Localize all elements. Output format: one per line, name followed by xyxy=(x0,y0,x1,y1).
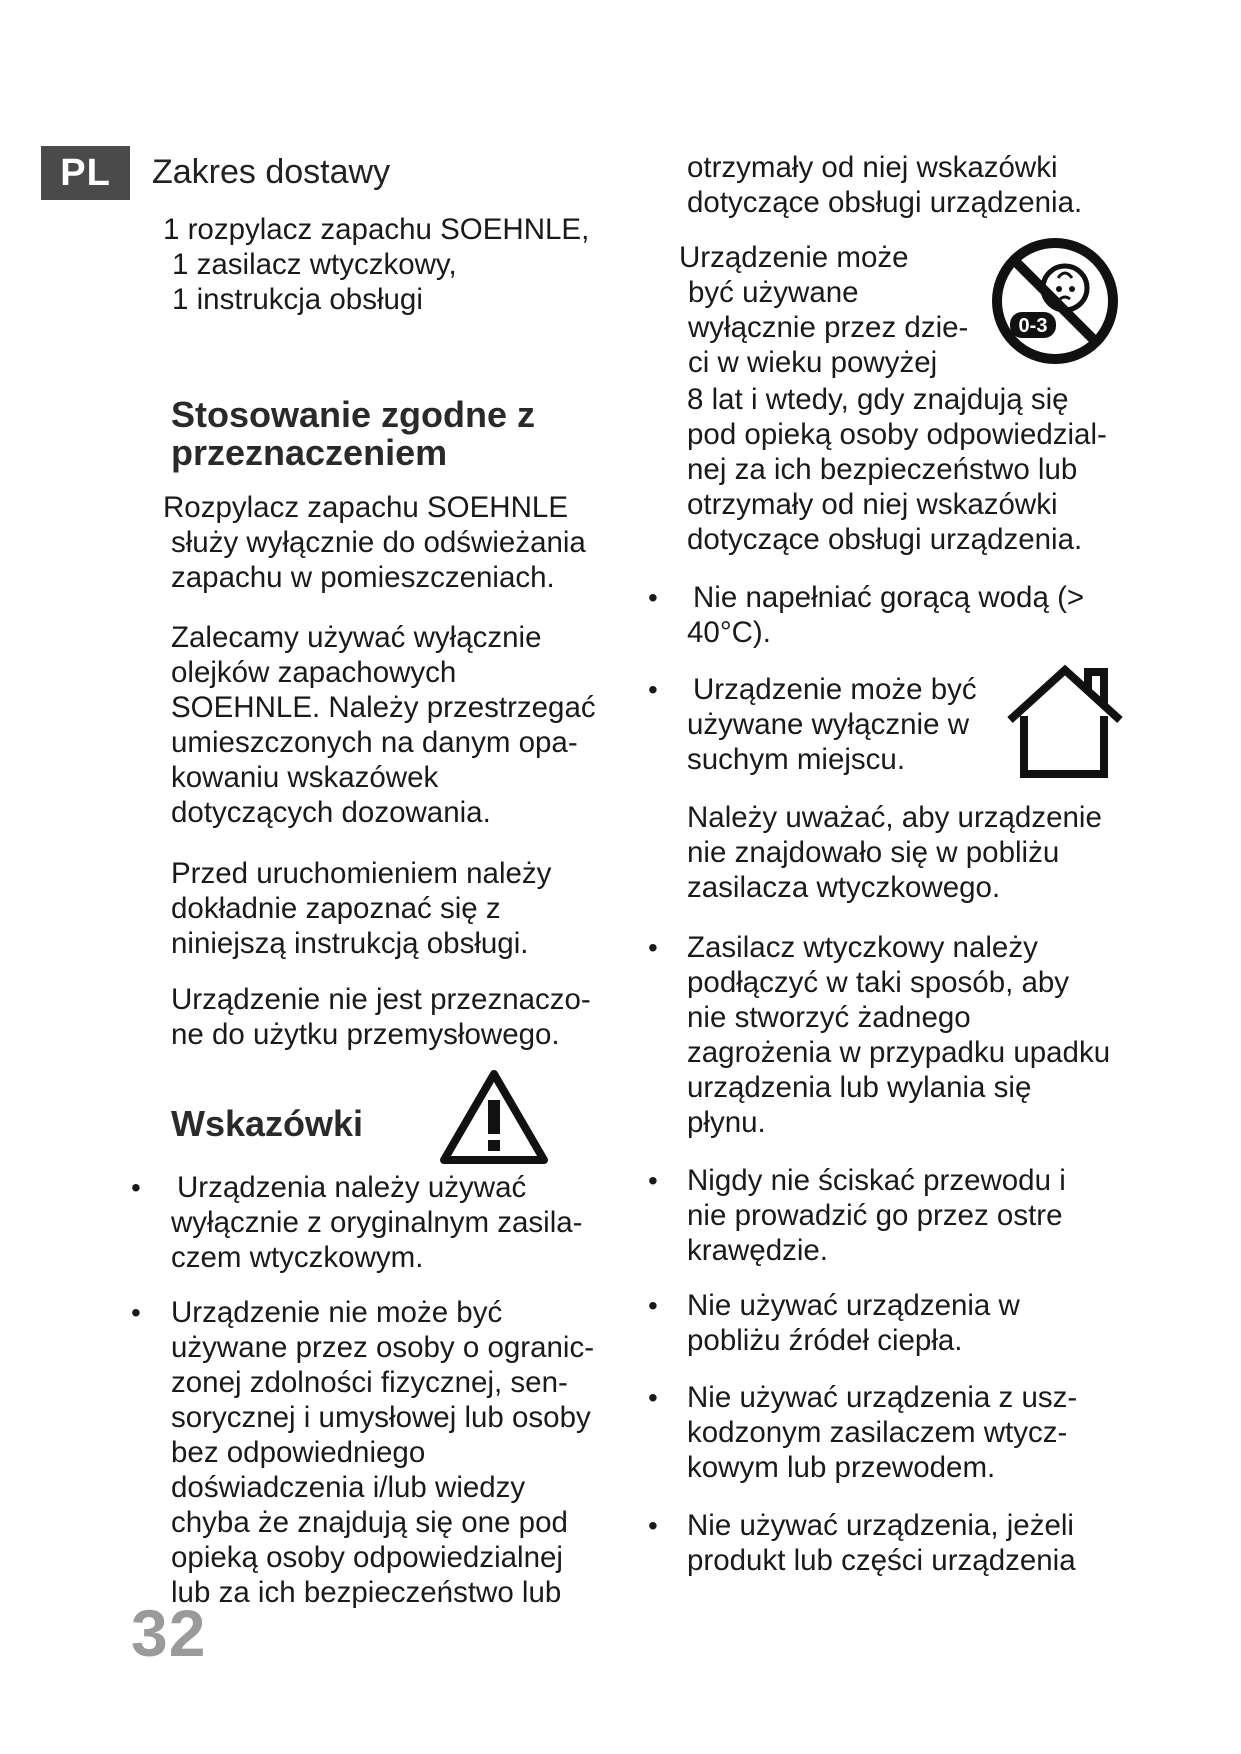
text-line: używane przez osoby o ogranic- xyxy=(171,1331,595,1364)
text-line: otrzymały od niej wskazówki xyxy=(687,488,1058,521)
text-line: Zasilacz wtyczkowy należy xyxy=(687,931,1038,964)
indoor-house-icon xyxy=(1004,664,1126,780)
tip-damaged-parts xyxy=(687,1508,1076,1578)
scope-item: 1 instrukcja obsługi xyxy=(172,283,423,316)
text-line: Przed uruchomieniem należy xyxy=(171,857,552,890)
section-heading-intended-use xyxy=(171,396,535,472)
text-line: krawędzie. xyxy=(687,1234,829,1267)
bullet-dot: • xyxy=(648,582,658,613)
text-line: Urządzenie może xyxy=(679,241,909,274)
text-line: wyłącznie z oryginalnym zasila- xyxy=(171,1206,583,1239)
text-line: zasilacza wtyczkowego. xyxy=(687,871,1001,904)
text-line: wyłącznie przez dzie- xyxy=(688,311,969,344)
tip-original-adapter xyxy=(171,1170,583,1275)
heading-line: Stosowanie zgodne z xyxy=(171,394,536,435)
text-line: chyba że znajdują się one pod xyxy=(171,1506,568,1539)
paragraph-children-supervision xyxy=(687,382,1107,557)
text-line: SOEHNLE. Należy przestrzegać xyxy=(171,691,596,724)
text-line: używane wyłącznie w xyxy=(687,708,970,741)
text-line: Nie napełniać gorącą wodą (> xyxy=(693,581,1085,614)
text-line: czem wtyczkowym. xyxy=(171,1241,424,1274)
tip-plug-connection xyxy=(687,930,1110,1140)
text-line: kowym lub przewodem. xyxy=(687,1451,996,1484)
text-line: sorycznej i umysłowej lub osoby xyxy=(171,1401,591,1434)
text-line: zonej zdolności fizycznej, sen- xyxy=(171,1366,568,1399)
text-line: suchym miejscu. xyxy=(687,743,906,776)
tip-hot-water xyxy=(687,580,1084,650)
text-line: urządzenia lub wylania się xyxy=(687,1071,1032,1104)
text-line: dotyczące obsługi urządzenia. xyxy=(687,186,1083,219)
bullet-dot: • xyxy=(648,1510,658,1541)
paragraph-purpose xyxy=(163,490,586,595)
scope-item: 1 rozpylacz zapachu SOEHNLE, xyxy=(163,213,590,246)
text-line: Urządzenie nie jest przeznaczo- xyxy=(171,983,591,1016)
text-line: produkt lub części urządzenia xyxy=(687,1544,1076,1577)
text-line: Urządzenia należy używać xyxy=(177,1171,527,1204)
text-line: pobliżu źródeł ciepła. xyxy=(687,1324,963,1357)
language-tag: PL xyxy=(41,146,130,200)
text-line: Nie używać urządzenia w xyxy=(687,1289,1020,1322)
tip-dry-place xyxy=(687,672,977,777)
text-line: dotyczących dozowania. xyxy=(171,796,491,829)
warning-triangle-icon xyxy=(438,1068,550,1166)
text-line: otrzymały od niej wskazówki xyxy=(687,151,1058,184)
text-line: 40°C). xyxy=(687,616,771,649)
text-line: opieką osoby odpowiedzialnej xyxy=(171,1541,563,1574)
paragraph-not-industrial xyxy=(171,982,591,1052)
paragraph-distance xyxy=(687,800,1102,905)
text-line: zagrożenia w przypadku upadku xyxy=(687,1036,1111,1069)
scope-list xyxy=(163,212,589,317)
text-line: dotyczące obsługi urządzenia. xyxy=(687,523,1083,556)
bullet-dot: • xyxy=(648,1382,658,1413)
text-line: Należy uważać, aby urządzenie xyxy=(687,801,1102,834)
text-line: nie stworzyć żadnego xyxy=(687,1001,971,1034)
text-line: Nie używać urządzenia z usz- xyxy=(687,1381,1078,1414)
no-children-0-3-icon xyxy=(990,236,1120,366)
text-line: podłączyć w taki sposób, aby xyxy=(687,966,1070,999)
text-line: dokładnie zapoznać się z xyxy=(171,892,501,925)
text-line: Rozpylacz zapachu SOEHNLE xyxy=(163,491,568,524)
text-line: Urządzenie może być xyxy=(693,673,977,706)
text-line: pod opieką osoby odpowiedzial- xyxy=(687,418,1107,451)
paragraph-continued xyxy=(687,150,1082,220)
text-line: niniejszą instrukcją obsługi. xyxy=(171,927,529,960)
section-heading-tips: Wskazówki xyxy=(171,1103,364,1144)
text-line: ne do użytku przemysłowego. xyxy=(171,1018,560,1051)
page-number: 32 xyxy=(131,1596,207,1670)
bullet-dot: • xyxy=(131,1172,141,1203)
age-label: 0-3 xyxy=(1018,315,1048,337)
text-line: płynu. xyxy=(687,1106,766,1139)
paragraph-oils xyxy=(171,620,596,830)
bullet-dot: • xyxy=(648,1290,658,1321)
bullet-dot: • xyxy=(648,932,658,963)
tip-damaged-adapter xyxy=(687,1380,1077,1485)
text-line: kodzonym zasilaczem wtycz- xyxy=(687,1416,1068,1449)
text-line: Urządzenie nie może być xyxy=(171,1296,503,1329)
tip-heat-sources xyxy=(687,1288,1020,1358)
text-line: 8 lat i wtedy, gdy znajdują się xyxy=(687,383,1069,416)
text-line: służy wyłącznie do odświeżania xyxy=(171,526,586,559)
text-line: Nigdy nie ściskać przewodu i xyxy=(687,1164,1066,1197)
heading-line: przeznaczeniem xyxy=(171,432,448,473)
bullet-dot: • xyxy=(131,1297,141,1328)
text-line: ci w wieku powyżej xyxy=(688,346,938,379)
text-line: nie znajdowało się w pobliżu xyxy=(687,836,1060,869)
tip-cable xyxy=(687,1163,1066,1268)
text-line: nie prowadzić go przez ostre xyxy=(687,1199,1063,1232)
text-line: być używane xyxy=(688,276,859,309)
text-line: umieszczonych na danym opa- xyxy=(171,726,578,759)
tip-restricted-persons xyxy=(171,1295,594,1610)
text-line: Nie używać urządzenia, jeżeli xyxy=(687,1509,1074,1542)
text-line: Zalecamy używać wyłącznie xyxy=(171,621,542,654)
text-line: bez odpowiedniego xyxy=(171,1436,426,1469)
paragraph-children-age xyxy=(679,240,968,380)
bullet-dot: • xyxy=(648,674,658,705)
text-line: lub za ich bezpieczeństwo lub xyxy=(171,1576,562,1609)
section-title-scope: Zakres dostawy xyxy=(152,153,391,191)
text-line: zapachu w pomieszczeniach. xyxy=(171,561,555,594)
paragraph-read-manual xyxy=(171,856,551,961)
text-line: doświadczenia i/lub wiedzy xyxy=(171,1471,526,1504)
bullet-dot: • xyxy=(648,1165,658,1196)
scope-item: 1 zasilacz wtyczkowy, xyxy=(172,248,457,281)
text-line: nej za ich bezpieczeństwo lub xyxy=(687,453,1078,486)
text-line: olejków zapachowych xyxy=(171,656,457,689)
text-line: kowaniu wskazówek xyxy=(171,761,439,794)
